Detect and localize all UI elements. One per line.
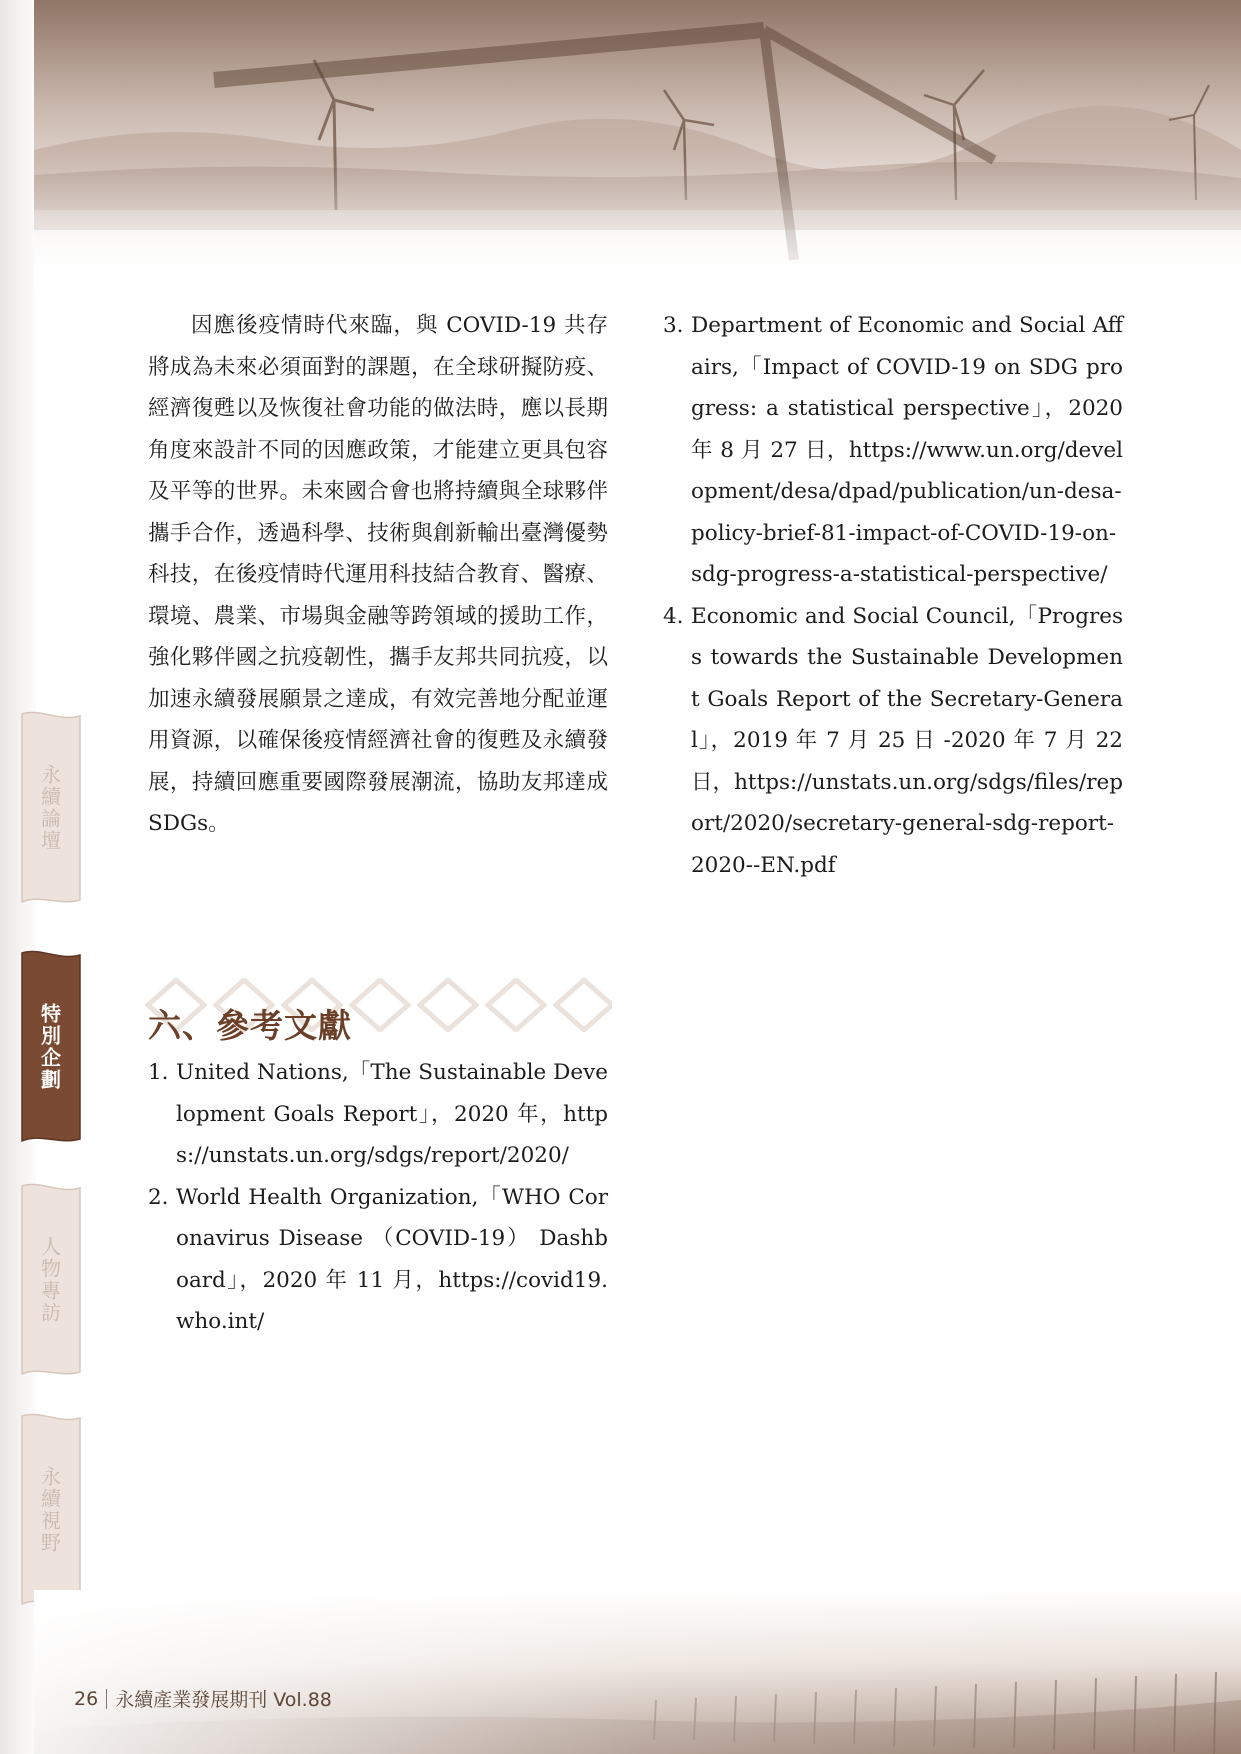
reference-item: [148, 1177, 608, 1343]
side-tab-sustainability-vision[interactable]: [20, 1410, 82, 1610]
references-list-left: [148, 1052, 608, 1343]
page-footer: [74, 1685, 332, 1712]
publication-title: 永續產業發展期刊 Vol.88: [115, 1689, 332, 1711]
reference-item: [663, 305, 1123, 596]
footer-divider: [106, 1689, 107, 1709]
side-tab-special-feature[interactable]: [20, 947, 82, 1147]
reference-text[interactable]: Department of Economic and Social Affairs,「Impact of COVID-19 on SDG progress: a statistical perspective」，2020 年 8 月 27 日，https://www.un.org/development/desa/dpad/publication/un-desa-policy-brief-81-impact-of-COVID-19-on-sdg-progress-a-statistical-perspective/: [691, 313, 1123, 587]
side-tab-label: 特別企劃: [37, 1003, 62, 1091]
reference-text[interactable]: United Nations,「The Sustainable Development Goals Report」，2020 年，https://unstats.un.org/sdgs/report/2020/: [176, 1060, 608, 1168]
reference-item: [148, 1052, 608, 1177]
side-tab-label: 永續論壇: [37, 764, 62, 852]
page-number: 26: [74, 1687, 99, 1710]
references-list-right: [663, 305, 1123, 886]
solar-field-banner-image: [34, 1590, 1241, 1754]
side-tab-label: 人物專訪: [37, 1236, 62, 1324]
conclusion-paragraph: 因應後疫情時代來臨，與 COVID-19 共存將成為未來必須面對的課題，在全球研擬防疫、經濟復甦以及恢復社會功能的做法時，應以長期角度來設計不同的因應政策，才能建立更具包容及平等的世界。未來國合會也將持續與全球夥伴攜手合作，透過科學、技術與創新輸出臺灣優勢科技，在後疫情時代運用科技結合教育、醫療、環境、農業、市場與金融等跨領域的援助工作，強化夥伴國之抗疫韌性，攜手友邦共同抗疫，以加速永續發展願景之達成，有效完善地分配並運用資源，以確保後疫情經濟社會的復甦及永續發展，持續回應重要國際發展潮流，協助友邦達成 SDGs。: [148, 313, 608, 836]
reference-number: 1.: [148, 1060, 169, 1085]
reference-text[interactable]: World Health Organization,「WHO Coronavirus Disease （COVID-19） Dashboard」，2020 年 11 月，https://covid19.who.int/: [176, 1184, 608, 1334]
section-title: 六、參考文獻: [148, 1006, 352, 1045]
references-heading: [132, 970, 612, 1045]
reference-item: [663, 596, 1123, 887]
reference-number: 2.: [148, 1184, 169, 1210]
reference-number: 4.: [663, 603, 684, 629]
side-tab-sustainability-forum[interactable]: [20, 708, 82, 908]
reference-text[interactable]: Economic and Social Council,「Progress towards the Sustainable Development Goals Report of the Secretary-General」，2019 年 7 月 25 日 -2020 年 7 月 22 日，https://unstats.un.org/sdgs/files/report/2020/secretary-general-sdg-report-2020--EN.pdf: [691, 603, 1123, 878]
side-tab-interview[interactable]: [20, 1180, 82, 1380]
left-column: [148, 305, 608, 845]
reference-number: 3.: [663, 313, 684, 338]
side-tab-label: 永續視野: [37, 1466, 62, 1554]
wind-turbine-banner-image: [34, 0, 1241, 290]
